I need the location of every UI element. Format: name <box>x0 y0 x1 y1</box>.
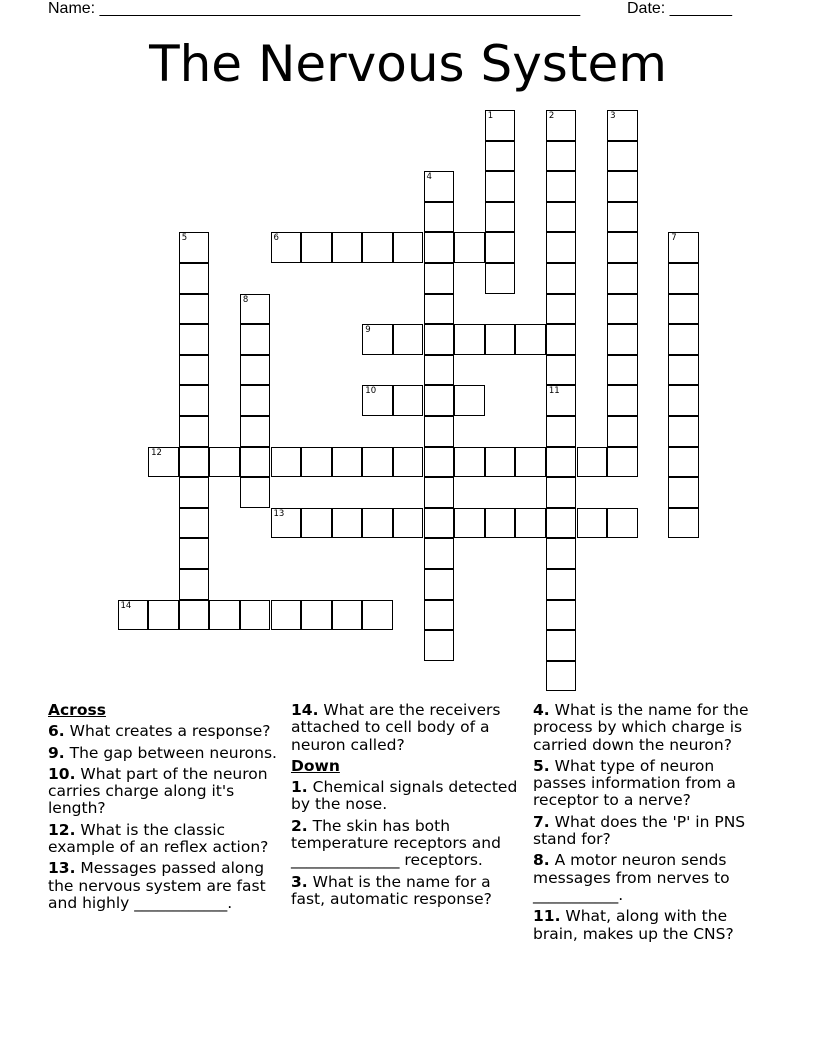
grid-cell[interactable] <box>362 508 393 539</box>
grid-cell[interactable] <box>424 508 455 539</box>
grid-cell[interactable] <box>546 630 577 661</box>
grid-cell[interactable] <box>240 447 271 478</box>
clue-across-13: 13. Messages passed along the nervous system are fast and highly ____________. <box>48 859 266 912</box>
grid-cell[interactable] <box>179 355 210 386</box>
grid-cell[interactable] <box>546 508 577 539</box>
grid-cell[interactable] <box>393 324 424 355</box>
clue-number: 5 <box>181 233 188 244</box>
grid-cell[interactable] <box>607 355 638 386</box>
clue-across-14: 14. What are the receivers attached to cell body of a neuron called? <box>291 701 501 754</box>
grid-cell[interactable] <box>240 294 271 325</box>
grid-cell[interactable] <box>546 110 577 141</box>
clue-number: 12 <box>151 447 162 458</box>
grid-cell[interactable] <box>424 263 455 294</box>
grid-cell[interactable] <box>240 385 271 416</box>
grid-cell[interactable] <box>362 600 393 631</box>
grid-cell[interactable] <box>607 294 638 325</box>
clue-down-2: 2. The skin has both temperature receptors and ______________ receptors. <box>291 816 501 870</box>
clue-down-1: 1. Chemical signals detected by the nose. <box>291 778 518 814</box>
clue-number: 8 <box>242 294 249 305</box>
grid-cell[interactable] <box>240 600 271 631</box>
clue-number: 1 <box>487 111 494 121</box>
clue-down-3: 3. What is the name for a fast, automatic response? <box>291 872 492 908</box>
clue-number: 4 <box>426 172 432 183</box>
grid-cell[interactable] <box>485 171 516 202</box>
grid-cell[interactable] <box>148 600 179 631</box>
grid-cell[interactable] <box>301 447 332 478</box>
clue-across-10: 10. What part of the neuron carries charge along it's length? <box>48 764 268 818</box>
grid-cell[interactable] <box>607 232 638 263</box>
clue-number: 7 <box>671 233 677 244</box>
grid-cell[interactable] <box>668 508 699 539</box>
clue-number: 2 <box>548 111 555 121</box>
grid-cell[interactable] <box>424 538 455 569</box>
grid-cell[interactable] <box>393 385 424 416</box>
grid-cell[interactable] <box>179 385 210 416</box>
grid-cell[interactable] <box>209 447 240 478</box>
grid-cell[interactable] <box>179 600 210 631</box>
grid-cell[interactable] <box>546 141 577 172</box>
clue-across-12: 12. What is the classic example of an reflex action? <box>48 820 269 857</box>
grid-cell[interactable] <box>668 324 699 355</box>
grid-cell[interactable] <box>424 232 455 263</box>
clue-down-11: 11. What, along with the brain, makes up the CNS? <box>533 907 734 943</box>
grid-cell[interactable] <box>362 385 393 416</box>
grid-cell[interactable] <box>118 600 149 631</box>
grid-cell[interactable] <box>546 294 577 325</box>
grid-cell[interactable] <box>393 232 424 263</box>
grid-cell[interactable] <box>179 477 210 508</box>
grid-cell[interactable] <box>454 508 485 539</box>
grid-cell[interactable] <box>607 385 638 416</box>
grid-cell[interactable] <box>301 508 332 539</box>
grid-cell[interactable] <box>454 324 485 355</box>
grid-cell[interactable] <box>607 447 638 478</box>
grid-cell[interactable] <box>577 508 608 539</box>
grid-cell[interactable] <box>546 385 577 416</box>
grid-cell[interactable] <box>362 324 393 355</box>
grid-cell[interactable] <box>546 263 577 294</box>
grid-cell[interactable] <box>668 447 699 478</box>
grid-cell[interactable] <box>179 508 210 539</box>
grid-cell[interactable] <box>546 232 577 263</box>
grid-cell[interactable] <box>148 447 179 478</box>
clue-number: 11 <box>548 386 560 397</box>
grid-cell[interactable] <box>332 232 363 263</box>
date-field-label: Date: _______ <box>627 0 732 17</box>
grid-cell[interactable] <box>485 232 516 263</box>
grid-cell[interactable] <box>546 661 577 692</box>
grid-cell[interactable] <box>393 508 424 539</box>
grid-cell[interactable] <box>424 324 455 355</box>
clue-across-6: 6. What creates a response? <box>48 722 271 741</box>
grid-cell[interactable] <box>546 202 577 233</box>
puzzle-title: The Nervous System <box>149 35 667 93</box>
grid-cell[interactable] <box>393 447 424 478</box>
grid-cell[interactable] <box>179 232 210 263</box>
grid-cell[interactable] <box>332 508 363 539</box>
grid-cell[interactable] <box>546 447 577 478</box>
grid-cell[interactable] <box>424 355 455 386</box>
grid-cell[interactable] <box>179 447 210 478</box>
grid-cell[interactable] <box>607 324 638 355</box>
clue-across-9: 9. The gap between neurons. <box>48 743 277 762</box>
grid-cell[interactable] <box>179 324 210 355</box>
grid-cell[interactable] <box>362 232 393 263</box>
grid-cell[interactable] <box>607 263 638 294</box>
grid-cell[interactable] <box>607 202 638 233</box>
grid-cell[interactable] <box>546 538 577 569</box>
grid-cell[interactable] <box>668 355 699 386</box>
grid-cell[interactable] <box>607 171 638 202</box>
clue-column-3 <box>533 702 765 947</box>
grid-cell[interactable] <box>485 141 516 172</box>
grid-cell[interactable] <box>668 477 699 508</box>
grid-cell[interactable] <box>362 447 393 478</box>
grid-cell[interactable] <box>454 447 485 478</box>
grid-cell[interactable] <box>515 447 546 478</box>
grid-cell[interactable] <box>485 110 516 141</box>
grid-cell[interactable] <box>209 600 240 631</box>
clue-column-1 <box>48 702 280 916</box>
grid-cell[interactable] <box>577 447 608 478</box>
grid-cell[interactable] <box>485 447 516 478</box>
grid-cell[interactable] <box>271 447 302 478</box>
name-field-label: Name: ______________________________________________________ <box>48 0 581 17</box>
grid-cell[interactable] <box>424 416 455 447</box>
grid-cell[interactable] <box>424 569 455 600</box>
clue-number: 9 <box>365 325 371 336</box>
clue-down-5: 5. What type of neuron passes information from a receptor to a nerve? <box>533 756 736 810</box>
grid-cell[interactable] <box>424 202 455 233</box>
grid-cell[interactable] <box>240 477 271 508</box>
grid-cell[interactable] <box>607 141 638 172</box>
grid-cell[interactable] <box>485 263 516 294</box>
grid-cell[interactable] <box>668 263 699 294</box>
clue-number: 14 <box>120 600 132 611</box>
grid-cell[interactable] <box>454 385 485 416</box>
grid-cell[interactable] <box>546 355 577 386</box>
grid-cell[interactable] <box>668 232 699 263</box>
grid-cell[interactable] <box>546 171 577 202</box>
grid-cell[interactable] <box>179 538 210 569</box>
grid-cell[interactable] <box>240 355 271 386</box>
clue-number: 10 <box>365 386 377 397</box>
grid-cell[interactable] <box>301 232 332 263</box>
across-heading: Across <box>48 701 106 719</box>
grid-cell[interactable] <box>271 508 302 539</box>
down-heading: Down <box>291 756 340 775</box>
grid-cell[interactable] <box>515 324 546 355</box>
grid-cell[interactable] <box>485 324 516 355</box>
grid-cell[interactable] <box>301 600 332 631</box>
grid-cell[interactable] <box>546 477 577 508</box>
grid-cell[interactable] <box>424 600 455 631</box>
grid-cell[interactable] <box>424 385 455 416</box>
grid-cell[interactable] <box>271 232 302 263</box>
grid-cell[interactable] <box>668 385 699 416</box>
grid-cell[interactable] <box>240 324 271 355</box>
grid-cell[interactable] <box>668 294 699 325</box>
clue-down-8: 8. A motor neuron sends messages from nerves to ___________. <box>533 851 730 904</box>
grid-cell[interactable] <box>485 508 516 539</box>
grid-cell[interactable] <box>515 508 546 539</box>
grid-cell[interactable] <box>424 630 455 661</box>
clue-number: 6 <box>273 233 279 244</box>
grid-cell[interactable] <box>546 569 577 600</box>
grid-cell[interactable] <box>424 171 455 202</box>
clue-number: 3 <box>610 111 616 121</box>
grid-cell[interactable] <box>179 569 210 600</box>
clue-down-4: 4. What is the name for the process by which charge is carried down the neuron? <box>533 701 749 754</box>
clue-down-7: 7. What does the 'P' in PNS stand for? <box>533 812 746 849</box>
grid-cell[interactable] <box>607 416 638 447</box>
grid-cell[interactable] <box>179 263 210 294</box>
grid-cell[interactable] <box>179 416 210 447</box>
grid-cell[interactable] <box>607 508 638 539</box>
grid-cell[interactable] <box>271 600 302 631</box>
grid-cell[interactable] <box>332 600 363 631</box>
grid-cell[interactable] <box>332 447 363 478</box>
grid-cell[interactable] <box>546 416 577 447</box>
grid-cell[interactable] <box>240 416 271 447</box>
clue-number: 13 <box>273 508 285 519</box>
grid-cell[interactable] <box>607 110 638 141</box>
grid-cell[interactable] <box>668 416 699 447</box>
grid-cell[interactable] <box>179 294 210 325</box>
grid-cell[interactable] <box>546 324 577 355</box>
grid-cell[interactable] <box>424 294 455 325</box>
grid-cell[interactable] <box>424 477 455 508</box>
grid-cell[interactable] <box>485 202 516 233</box>
grid-cell[interactable] <box>424 447 455 478</box>
clue-column-2 <box>291 702 523 912</box>
grid-cell[interactable] <box>454 232 485 263</box>
grid-cell[interactable] <box>546 600 577 631</box>
